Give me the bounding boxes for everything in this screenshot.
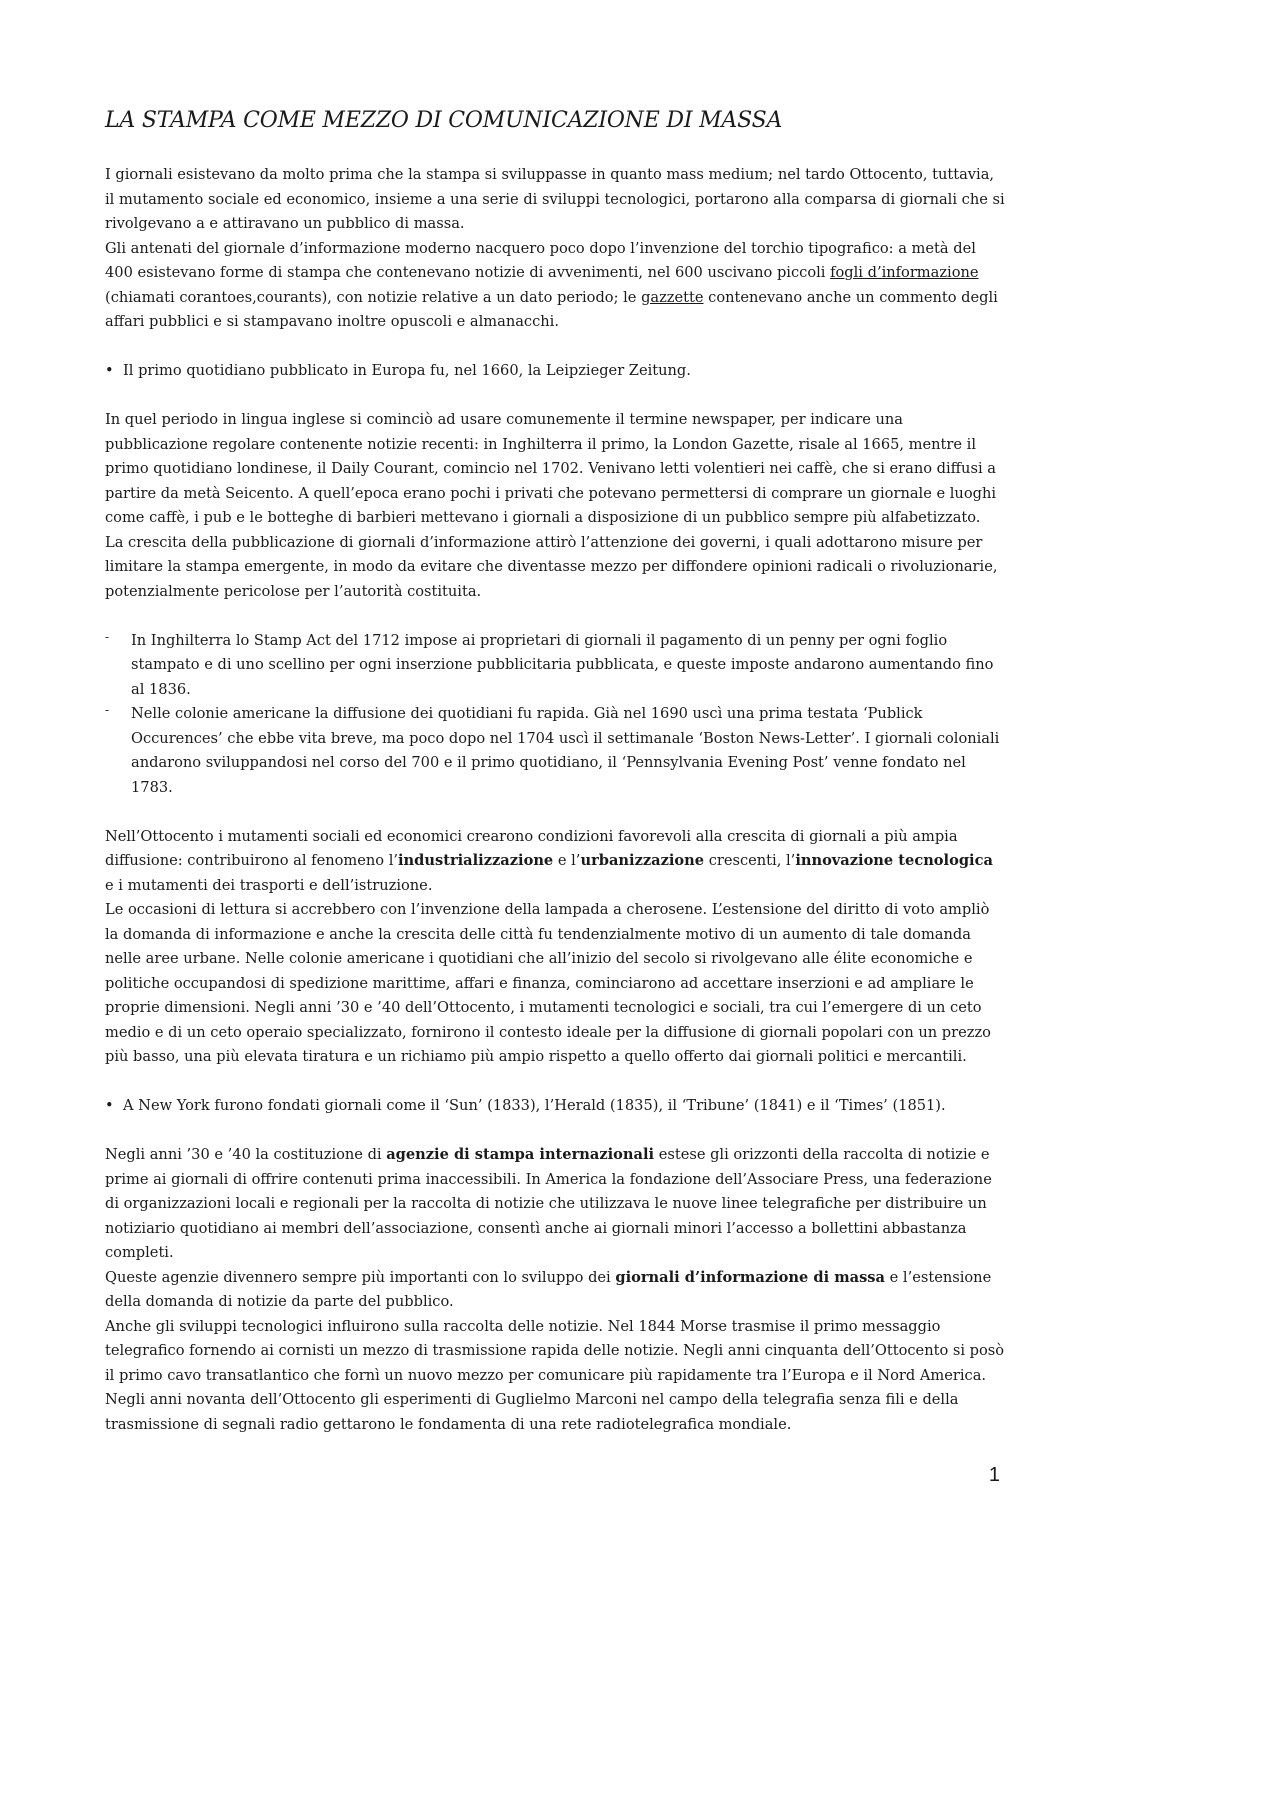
- paragraph-agenzie-importanti-text-1: Queste agenzie divennero sempre più importanti con lo sviluppo dei: [105, 1268, 616, 1286]
- spacer: [105, 800, 1005, 825]
- innovazione-tecnologica-term: innovazione tecnologica: [795, 852, 993, 869]
- dash-list-colonie: [105, 629, 1005, 801]
- paragraph-antenati-text-1: Gli antenati del giornale d’informazione moderno nacquero poco dopo l’invenzione del torchio tipografico: a metà del 400 esistevano forme di stampa che contenevano notizie di avvenimenti, nel 600 uscivano piccoli: [105, 239, 976, 281]
- paragraph-ottocento-text-3: crescenti, l’: [704, 852, 796, 869]
- spacer: [105, 604, 1005, 629]
- list-item: [105, 629, 1005, 703]
- paragraph-antenati-text-2: (chiamati corantoes,courants), con notizie relative a un dato periodo; le: [105, 288, 642, 306]
- paragraph-ottocento: [105, 825, 1005, 899]
- paragraph-agenzie-text-2: estese gli orizzonti della raccolta di notizie e prime ai giornali di offrire contenuti prima inaccessibili. In America la fondazione dell’Associare Press, una federazione di organizzazioni locali e regionali per la raccolta di notizie che utilizzava le nuove linee telegrafiche per distribuire un notiziario quotidiano ai membri dell’associazione, consentì anche ai giornali minori l’accesso a bollettini abbastanza completi.: [105, 1146, 992, 1261]
- giornali-massa-term: giornali d’informazione di massa: [615, 1268, 885, 1286]
- spacer: [105, 1070, 1005, 1095]
- list-item: • A New York furono fondati giornali come il ‘Sun’ (1833), l’Herald (1835), il ‘Tribune’ (1841) e il ‘Times’ (1851).: [105, 1094, 1005, 1119]
- list-item: [105, 702, 1005, 800]
- spacer: [105, 335, 1005, 360]
- paragraph-ottocento-text-1: Nell’Ottocento i mutamenti sociali ed economici crearono condizioni favorevoli alla crescita di giornali a più ampia diffusione: contribuirono al fenomeno l’: [105, 827, 958, 869]
- list-item-text: In Inghilterra lo Stamp Act del 1712 impose ai proprietari di giornali il pagamento di un penny per ogni foglio stampato e di uno scellino per ogni inserzione pubblicitaria pubblicata, e queste imposte andarono aumentando fino al 1836.: [131, 631, 994, 698]
- dash-marker: -: [105, 629, 110, 644]
- industrializzazione-term: industrializzazione: [398, 852, 554, 869]
- list-item-text: Nelle colonie americane la diffusione dei quotidiani fu rapida. Già nel 1690 uscì una prima testata ‘Publick Occurences’ che ebbe vita breve, ma poco dopo nel 1704 uscì il settimanale ‘Boston News-Letter’. I giornali coloniali andarono sviluppandosi nel corso del 700 e il primo quotidiano, il ‘Pennsylvania Evening Post’ venne fondato nel 1783.: [131, 705, 1000, 796]
- paragraph-governi: La crescita della pubblicazione di giornali d’informazione attirò l’attenzione dei governi, i quali adottarono misure per limitare la stampa emergente, in modo da evitare che diventasse mezzo per diffondere opinioni radicali o rivoluzionarie, potenzialmente pericolose per l’autorità costituita.: [105, 533, 998, 600]
- dash-marker: -: [105, 703, 110, 717]
- paragraph-agenzie-importanti: [105, 1266, 1005, 1315]
- paragraph-tecnologia: Anche gli sviluppi tecnologici influirono sulla raccolta delle notizie. Nel 1844 Morse trasmise il primo messaggio telegrafico fornendo ai cornisti un mezzo di trasmissione rapida delle notizie. Negli anni cinquanta dell’Ottocento si posò il primo cavo transatlantico che fornì un nuovo mezzo per comunicare più rapidamente tra l’Europa e il Nord America. Negli anni novanta dell’Ottocento gli esperimenti di Guglielmo Marconi nel campo della telegrafia senza fili e della trasmissione di segnali radio gettarono le fondamenta di una rete radiotelegrafica mondiale.: [105, 1317, 1005, 1433]
- page-number: 1: [988, 1464, 1000, 1486]
- paragraph-antenati-text-3: contenevano anche un commento degli affari pubblici e si stampavano inoltre opuscoli e almanacchi.: [105, 288, 998, 330]
- paragraph-ottocento-text-2: e l’: [553, 852, 581, 869]
- paragraph-antenati: [105, 237, 1005, 335]
- paragraph-lettura: Le occasioni di lettura si accrebbero con l’invenzione della lampada a cherosene. L’estensione del diritto di voto ampliò la domanda di informazione e anche la crescita delle città fu tendenzialmente motivo di un aumento di tale domanda nelle aree urbane. Nelle colonie americane i quotidiani che all’inizio del secolo si rivolgevano alle élite economiche e politiche occupandosi di spedizione marittime, affari e finanza, cominciarono ad accettare inserzioni e ad ampliare le proprie dimensioni. Negli anni ’30 e ’40 dell’Ottocento, i mutamenti tecnologici e sociali, tra cui l’emergere di un ceto medio e di un ceto operaio specializzato, fornirono il contesto ideale per la diffusione di giornali popolari con un prezzo più basso, una più elevata tiratura e un richiamo più ampio rispetto a quello offerto dai giornali politici e mercantili.: [105, 901, 991, 1065]
- bullet-list-europa: [105, 359, 1005, 384]
- agenzie-stampa-term: agenzie di stampa internazionali: [386, 1146, 655, 1163]
- paragraph-intro: I giornali esistevano da molto prima che la stampa si sviluppasse in quanto mass medium; nel tardo Ottocento, tuttavia, il mutamento sociale ed economico, insieme a una serie di sviluppi tecnologici, portarono alla comparsa di giornali che si rivolgevano a e attiravano un pubblico di massa.: [105, 166, 1005, 232]
- page-content: [105, 106, 1005, 1437]
- gazzette-link: gazzette: [641, 288, 704, 306]
- spacer: [105, 384, 1005, 409]
- paragraph-agenzie: [105, 1143, 1005, 1266]
- paragraph-agenzie-importanti-text-2: e l’estensione della domanda di notizie da parte del pubblico.: [105, 1268, 992, 1310]
- paragraph-newspaper: In quel periodo in lingua inglese si cominciò ad usare comunemente il termine newspaper, per indicare una pubblicazione regolare contenente notizie recenti: in Inghilterra il primo, la London Gazette, risale al 1665, mentre il primo quotidiano londinese, il Daily Courant, comincio nel 1702. Venivano letti volentieri nei caffè, che si erano diffusi a partire da metà Seicento. A quell’epoca erano pochi i privati che potevano permettersi di comprare un giornale e luoghi come caffè, i pub e le botteghe di barbieri mettevano i giornali a disposizione di un pubblico sempre più alfabetizzato.: [105, 411, 997, 526]
- page-title: LA STAMPA COME MEZZO DI COMUNICAZIONE DI MASSA: [105, 108, 783, 133]
- bullet-list-new-york: [105, 1094, 1005, 1119]
- paragraph-agenzie-text-1: Negli anni ’30 e ’40 la costituzione di: [105, 1146, 387, 1163]
- list-item: • Il primo quotidiano pubblicato in Europa fu, nel 1660, la Leipzieger Zeitung.: [105, 359, 1005, 384]
- fogli-informazione-link: fogli d’informazione: [830, 264, 979, 281]
- urbanizzazione-term: urbanizzazione: [580, 852, 705, 869]
- paragraph-ottocento-text-4: e i mutamenti dei trasporti e dell’istruzione.: [105, 876, 433, 894]
- spacer: [105, 1119, 1005, 1144]
